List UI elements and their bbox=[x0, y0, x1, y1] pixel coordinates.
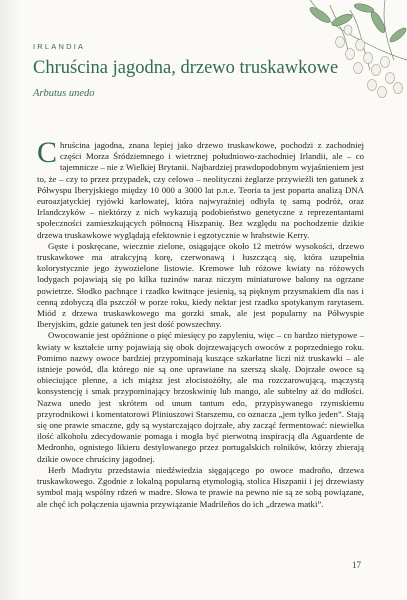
latin-name: Arbutus unedo bbox=[33, 88, 95, 99]
drop-cap: C bbox=[37, 136, 58, 169]
page-number: 17 bbox=[352, 560, 361, 570]
gutter-shadow bbox=[0, 0, 20, 600]
paragraph-4: Herb Madrytu przedstawia niedźwiedzia sięgającego po owoce madroño, drzewa truskawkowego. Zgodnie z lokalną popularną etymologią, stolica Hiszpanii i jej drzewiasty symbol mają wspólny rdzeń w madre. Słowa te prawie na pewno nie są ze sobą powiązane, ale chęć ich połączenia ujawnia przywiązanie Madrileños do ich „drzewa matki”. bbox=[37, 464, 364, 509]
paragraph-3: Owocowanie jest opóźnione o pięć miesięcy po zapyleniu, więc – co bardzo nietypowe – kwiaty w kształcie urny pojawiają się obok dojrzewających owoców z poprzedniego roku. Pomimo nazwy owoce bardziej przypominają kuszące szkarłatne liczi niż truskawki – ale istnieje powód, dla którego nie są one uprawiane na szerszą skalę. Dojrzałe owoce są obieciujące plenne, a ich miąższ jest złocistożółty, ale ma rozczarowującą, mączystą konsystencję i smak przypominający brzoskwinię lub mango, ale subtelny aż do mdłości. Nazwa unedo jest skrótem od unum tantum edo, przypisywanego rzymskiemu przyrodnikowi i komentatorowi Pliniuszowi Starszemu, co oznacza „jem tylko jeden”. Stają się one prawie smaczne, gdy są wystarczająco dojrzałe, aby zacząć fermentować: niewielka ilość alkoholu zdecydowanie pomaga i mogła być pierwotną inspiracją dla Aguardente de Medronho, ognistego likieru destylowanego przez portugalskich rolników, którzy zbierają dzikie owoce chruściny jagodnej. bbox=[37, 330, 364, 464]
section-label: IRLANDIA bbox=[33, 42, 86, 51]
paragraph-1-text: hruścina jagodna, znana lepiej jako drzewo truskawkowe, pochodzi z zachodniej części Morza Śródziemnego i wietrznej południowo-zachodniej Irlandii, ale – co tajemnicze – nie z Wielkiej Brytanii. Najbardziej prawdopodobnym wyjaśnieniem jest to, że – czy to przez przypadek, czy celowo – neolityczni żeglarze przywieźli ten gatunek z Półwyspu Iberyjskiego między 10 000 a 3000 lat p.n.e. Teoria ta jest poparta analizą DNA euroazjatyckiej ryjówki karłowatej, która najwyraźniej odbyła tę samą podróż, oraz Irlandczyków – niektórzy z nich wykazują podobieństwo genetyczne z reprezentantami społeczności zamieszkujących północną Hiszpanię. Bez względu na pochodzenie dzikie drzewa truskawkowe wyglądają efektownie i egzotycznie w hrabstwie Kerry. bbox=[37, 140, 364, 240]
strawberry-tree-flowers-illustration bbox=[290, 0, 407, 110]
page-title: Chruścina jagodna, drzewo truskawkowe bbox=[33, 58, 339, 78]
article-body bbox=[37, 136, 364, 510]
paragraph-2: Gęste i poskręcane, wiecznie zielone, osiągające około 12 metrów wysokości, drzewo truskawkowe ma atrakcyjną korę, czerwonawą i łuszczącą się, która uzupełnia kolorystycznie jego żywozielone listowie. Kremowe lub różowe kwiaty na różowych lodygach pojawiają się po kilka tuzinów naraz niczym miniaturowe balony na ogrzane powietrze. Słodko pachnące i rzadko kwitnące jesienią, są pięknym przysmakiem dla nas i cenną zdobyczą dla pszczół w porze roku, kiedy nektar jest rzadko spotykanym rarytasem. Miód z drzewa truskawkowego ma gorzki smak, ale jest popularny na Półwyspie Iberyjskim, gdzie gatunek ten jest dość powszechny. bbox=[37, 240, 364, 330]
paragraph-1 bbox=[37, 136, 364, 241]
